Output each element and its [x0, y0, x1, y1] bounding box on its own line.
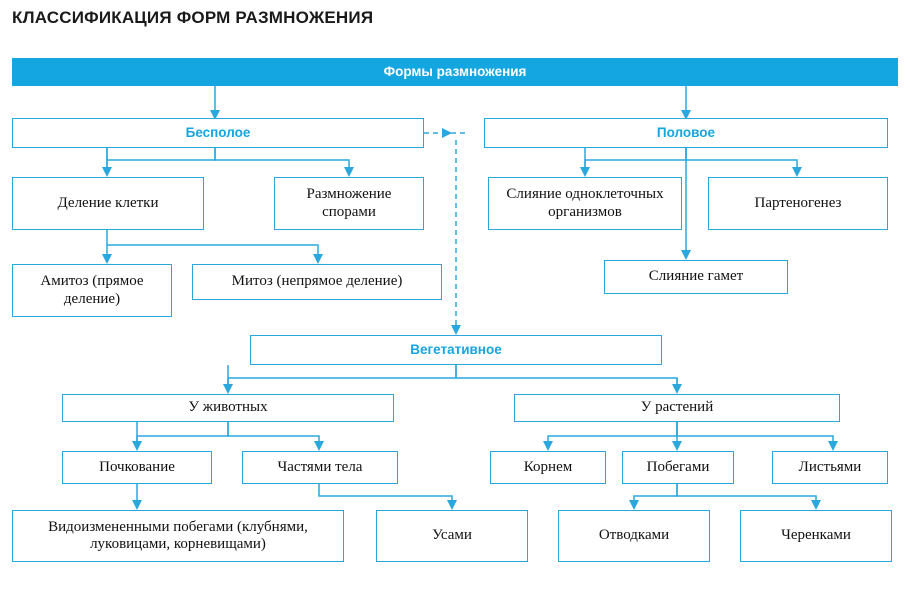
node-fusion-unicellular	[488, 177, 682, 230]
node-gamete-fusion	[604, 260, 788, 294]
node-budding-label: Почкование	[99, 458, 175, 475]
node-by-layering-label: Отводками	[598, 527, 670, 544]
node-sexual	[484, 118, 888, 148]
node-mitosis-label: Митоз (непрямое деление)	[231, 273, 403, 290]
node-by-cuttings-label: Черенками	[781, 527, 851, 544]
node-parthenogenesis	[708, 177, 888, 230]
node-by-root	[490, 451, 606, 484]
node-amitosis	[12, 264, 172, 317]
node-budding	[62, 451, 212, 484]
node-parthenogenesis-label: Партеногенез	[754, 194, 842, 211]
node-body-parts-label: Частями тела	[277, 458, 363, 475]
node-root-label: Формы размножения	[383, 64, 527, 80]
node-gamete-fusion-label: Слияние гамет	[648, 268, 744, 285]
node-by-shoots-label: Побегами	[646, 458, 710, 475]
node-in-animals	[62, 394, 394, 422]
node-asexual-label: Бесполое	[185, 125, 251, 141]
node-by-runners-label: Усами	[432, 527, 472, 544]
node-modified-shoots-label: Видоизмененными побегами (клубнями, луковицами, корневищами)	[48, 518, 308, 552]
node-in-plants-label: У растений	[640, 399, 714, 416]
node-by-layering	[558, 510, 710, 562]
node-by-leaves	[772, 451, 888, 484]
node-vegetative	[250, 335, 662, 365]
node-sexual-label: Половое	[656, 125, 716, 141]
node-by-shoots	[622, 451, 734, 484]
page-title: КЛАССИФИКАЦИЯ ФОРМ РАЗМНОЖЕНИЯ	[12, 8, 374, 27]
node-body-parts	[242, 451, 398, 484]
node-by-root-label: Корнем	[523, 458, 573, 475]
node-mitosis	[192, 264, 442, 300]
node-amitosis-label: Амитоз (прямое деление)	[40, 273, 144, 307]
node-by-runners	[376, 510, 528, 562]
node-spores	[274, 177, 424, 230]
node-vegetative-label: Вегетативное	[410, 342, 502, 358]
node-fusion-unicellular-label: Слияние одноклеточных организмов	[506, 186, 664, 220]
node-by-cuttings	[740, 510, 892, 562]
node-cell-division-label: Деление клетки	[57, 194, 159, 211]
node-cell-division	[12, 177, 204, 230]
node-by-leaves-label: Листьями	[798, 458, 862, 475]
node-asexual	[12, 118, 424, 148]
node-in-plants	[514, 394, 840, 422]
node-spores-label: Размножение спорами	[306, 186, 392, 220]
node-root	[12, 58, 898, 86]
node-modified-shoots	[12, 510, 344, 562]
node-in-animals-label: У животных	[188, 399, 268, 416]
